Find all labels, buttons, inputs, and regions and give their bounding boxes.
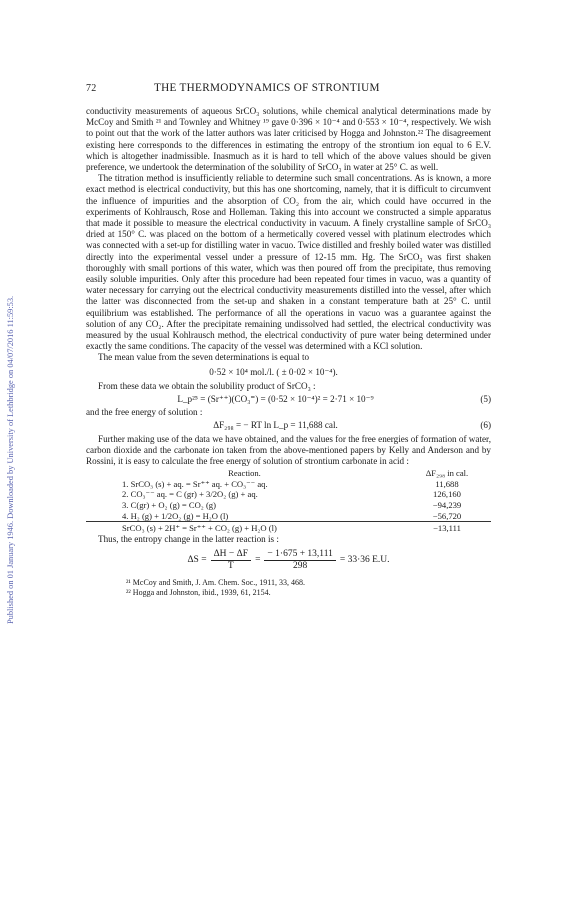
reaction-cell: 3. C(gr) + O₂ (g) = CO₂ (g) bbox=[122, 500, 216, 511]
page-content bbox=[86, 82, 491, 598]
value-cell: 11,688 bbox=[435, 478, 459, 489]
equation-6 bbox=[86, 420, 491, 431]
paragraph: Thus, the entropy change in the latter reaction is : bbox=[98, 533, 279, 544]
table-sum-row bbox=[86, 522, 491, 534]
fraction bbox=[264, 549, 335, 572]
entropy-equation bbox=[86, 549, 491, 572]
reaction-cell: SrCO₃ (s) + 2H⁺ = Sr⁺⁺ + CO₂ (g) + H₂O (l) bbox=[86, 522, 403, 534]
numerator: − 1·675 + 13,111 bbox=[264, 549, 335, 561]
paragraph: and the free energy of solution : bbox=[86, 407, 203, 418]
footnotes bbox=[86, 578, 491, 598]
column-header-free-energy: ΔF₂₉₈ in cal. bbox=[425, 468, 469, 479]
paragraph: conductivity measurements of aqueous SrCO₃ solutions, while chemical analytical determinations made by McCoy and Smith ²¹ and Townley and Whitney ¹⁹ gave 0·396 × 10⁻⁴ and 0·553 × 10⁻⁴, respectively. We wish to point out that the work of the latter authors was later criticised by Hogga and Johnston.²² The disagreement existing here corresponds to the differences in estimating the entropy of the strontium ion equal to 6 E.V. which is altogether inadmissible. Inasmuch as it is hard to tell which of the above values should be given preference, we undertook the determination of the solubility of SrCO₃ in water at 25° C. as well. bbox=[86, 106, 491, 173]
reaction-table bbox=[86, 468, 491, 534]
entropy-lhs: ΔS = bbox=[187, 555, 207, 566]
mean-value-equation: 0·52 × 10⁴ mol./l. ( ± 0·02 × 10⁻⁴). bbox=[209, 366, 338, 377]
column-header-reaction: Reaction. bbox=[228, 468, 261, 479]
paragraph: From these data we obtain the solubility product of SrCO₃ : bbox=[98, 380, 316, 391]
table-row bbox=[86, 479, 491, 490]
table-row bbox=[86, 500, 491, 511]
equation-number: (6) bbox=[480, 420, 491, 431]
paragraph: The titration method is insufficiently reliable to determine such small concentrations. As is known, a more exact method is electrical conductivity, but this has one shortcoming, namely, that it is difficult to circumvent the influence of impurities and the absorption of CO₂ from the air, which could have occurred in the experiments of Kohlrausch, Rose and Holleman. Taking this into account we constructed a simple apparatus that made it possible to measure the electrical conductivity in vacuum. A finely crystalline sample of SrCO₃ dried at 150° C. was placed on the bottom of a hermetically covered vessel with platinum electrodes which was connected with a set-up for distilling water in vacuo. Twice distilled and freshly boiled water was distilled directly into the experimental vessel under a pressure of 12-15 mm. Hg. The SrCO₃ was first shaken thoroughly with small portions of this water, which was then poured off from the precipitate, thus removing easily soluble impurities. Only after this procedure had been repeated four times in vacuo, was a quantity of water necessary for carrying out the electrical conductivity measurements distilled into the vessel, after which the latter was disconnected from the set-up and shaken in a constant temperature bath at 25° C. until equilibrium was established. The performance of all the operations in vacuo was a guarantee against the solution of any CO₂. After the precipitate remaining undissolved had settled, the electrical conductivity was measured by the usual Kohlrausch method, the electrical conductivity of pure water being determined under exactly the same conditions. The capacity of the vessel was determined with a KCl solution. bbox=[86, 173, 491, 352]
page-number: 72 bbox=[86, 83, 97, 94]
body-text bbox=[86, 106, 491, 572]
equation-number: (5) bbox=[480, 394, 491, 405]
footnote: ²¹ McCoy and Smith, J. Am. Chem. Soc., 1911, 33, 468. bbox=[126, 578, 305, 588]
fraction bbox=[211, 549, 251, 572]
reaction-cell: 4. H₂ (g) + 1/2O₂ (g) = H₂O (l) bbox=[122, 510, 229, 521]
value-cell: −94,239 bbox=[432, 500, 462, 511]
value-cell: 126,160 bbox=[433, 489, 461, 500]
denominator: 298 bbox=[293, 561, 308, 572]
equation-expression: L_p²⁵ = (Sr⁺⁺)(CO₃⁼) = (0·52 × 10⁻⁴)² = 2·71 × 10⁻⁹ bbox=[177, 394, 374, 405]
reaction-cell: 2. CO₃⁻⁻ aq. = C (gr) + 3/2O₂ (g) + aq. bbox=[122, 489, 258, 500]
equation-5 bbox=[86, 394, 491, 405]
publication-watermark: Published on 01 January 1946. Downloaded by University of Lethbridge on 04/07/2016 11:59:53. bbox=[6, 295, 15, 625]
numerator: ΔH − ΔF bbox=[211, 549, 251, 561]
equation-expression: ΔF₂₉₈ = − RT ln L_p = 11,688 cal. bbox=[213, 420, 338, 431]
table-header-row bbox=[86, 468, 491, 479]
table-row bbox=[86, 511, 491, 522]
table-row bbox=[86, 489, 491, 500]
paragraph: The mean value from the seven determinations is equal to bbox=[98, 352, 310, 363]
running-head bbox=[86, 82, 491, 94]
entropy-result: = 33·36 E.U. bbox=[339, 555, 390, 566]
running-title: THE THERMODYNAMICS OF STRONTIUM bbox=[154, 82, 380, 94]
equals-sign: = bbox=[255, 555, 261, 566]
value-cell: −13,111 bbox=[403, 522, 491, 534]
value-cell: −56,720 bbox=[432, 510, 462, 521]
paragraph: Further making use of the data we have obtained, and the values for the free energies of formation of water, carbon dioxide and the carbonate ion taken from the above-mentioned papers by Kelly and Anderson and by Rossini, it is easy to calculate the free energy of solution of strontium carbonate in acid : bbox=[86, 433, 491, 467]
reaction-cell: 1. SrCO₃ (s) + aq. = Sr⁺⁺ aq. + CO₃⁻⁻ aq. bbox=[122, 478, 268, 489]
denominator: T bbox=[227, 561, 234, 572]
footnote: ²² Hogga and Johnston, ibid., 1939, 61, 2154. bbox=[126, 588, 271, 598]
